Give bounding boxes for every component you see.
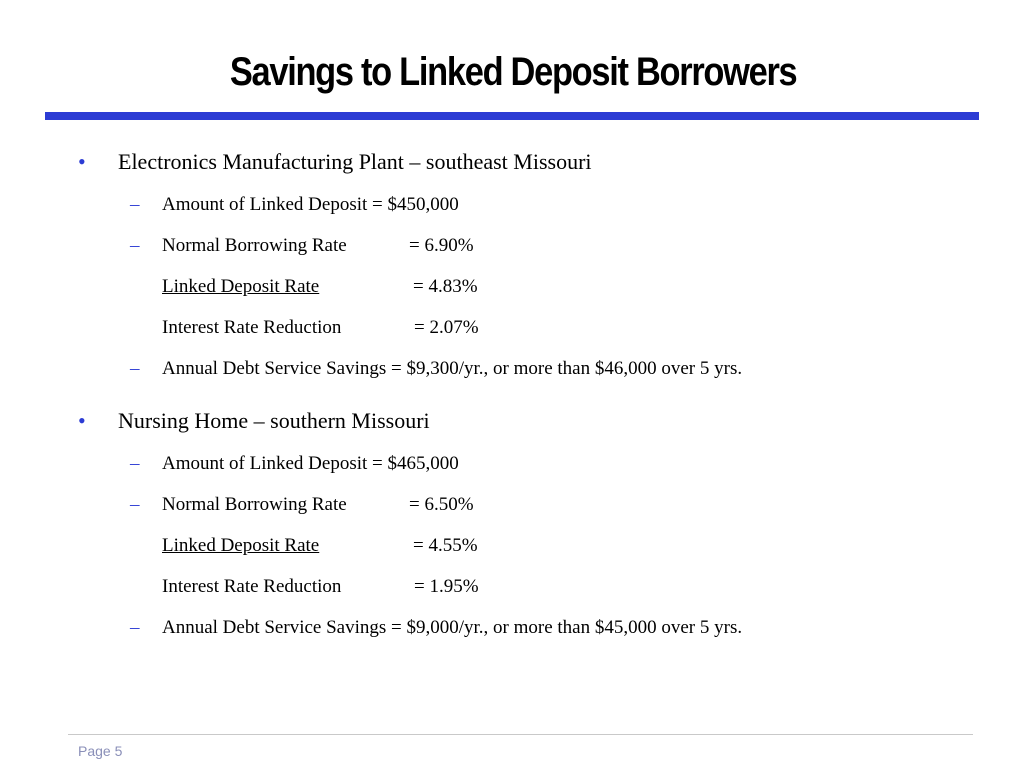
- linked-rate-value: = 4.83%: [413, 276, 478, 297]
- normal-rate-label: Normal Borrowing Rate: [162, 235, 347, 256]
- dash-marker: –: [130, 453, 140, 474]
- reduction-value: = 1.95%: [414, 576, 479, 597]
- dash-marker: –: [130, 194, 140, 215]
- reduction-line: [162, 575, 479, 599]
- normal-rate-value: = 6.50%: [409, 494, 474, 515]
- bullet-marker: •: [78, 149, 86, 174]
- footer-divider: [68, 734, 973, 735]
- linked-rate-label: Linked Deposit Rate: [162, 276, 320, 297]
- linked-rate-line: [162, 534, 491, 558]
- linked-rate-value: = 4.55%: [413, 535, 478, 556]
- dash-marker: –: [130, 358, 140, 379]
- normal-rate-value: = 6.90%: [409, 235, 474, 256]
- bullet-marker: •: [78, 408, 86, 433]
- linked-rate-label: Linked Deposit Rate: [162, 535, 320, 556]
- dash-marker: –: [130, 617, 140, 638]
- slide-title: Savings to Linked Deposit Borrowers: [229, 50, 797, 94]
- reduction-label: Interest Rate Reduction: [162, 317, 342, 338]
- reduction-line: [162, 316, 479, 340]
- savings-text: Annual Debt Service Savings = $9,000/yr., or more than $45,000 over 5 yrs.: [162, 617, 743, 638]
- savings-text: Annual Debt Service Savings = $9,300/yr., or more than $46,000 over 5 yrs.: [162, 358, 743, 379]
- page-number: Page 5: [78, 743, 123, 759]
- normal-rate-label: Normal Borrowing Rate: [162, 494, 347, 515]
- amount-text: Amount of Linked Deposit = $450,000: [162, 194, 459, 215]
- dash-marker: –: [130, 235, 140, 256]
- title-underline-bar: [45, 112, 979, 120]
- dash-marker: –: [130, 494, 140, 515]
- linked-rate-line: [162, 275, 491, 299]
- bullet-heading: Nursing Home – southern Missouri: [118, 408, 430, 433]
- reduction-value: = 2.07%: [414, 317, 479, 338]
- reduction-label: Interest Rate Reduction: [162, 576, 342, 597]
- bullet-heading: Electronics Manufacturing Plant – southeast Missouri: [118, 149, 592, 174]
- amount-text: Amount of Linked Deposit = $465,000: [162, 453, 459, 474]
